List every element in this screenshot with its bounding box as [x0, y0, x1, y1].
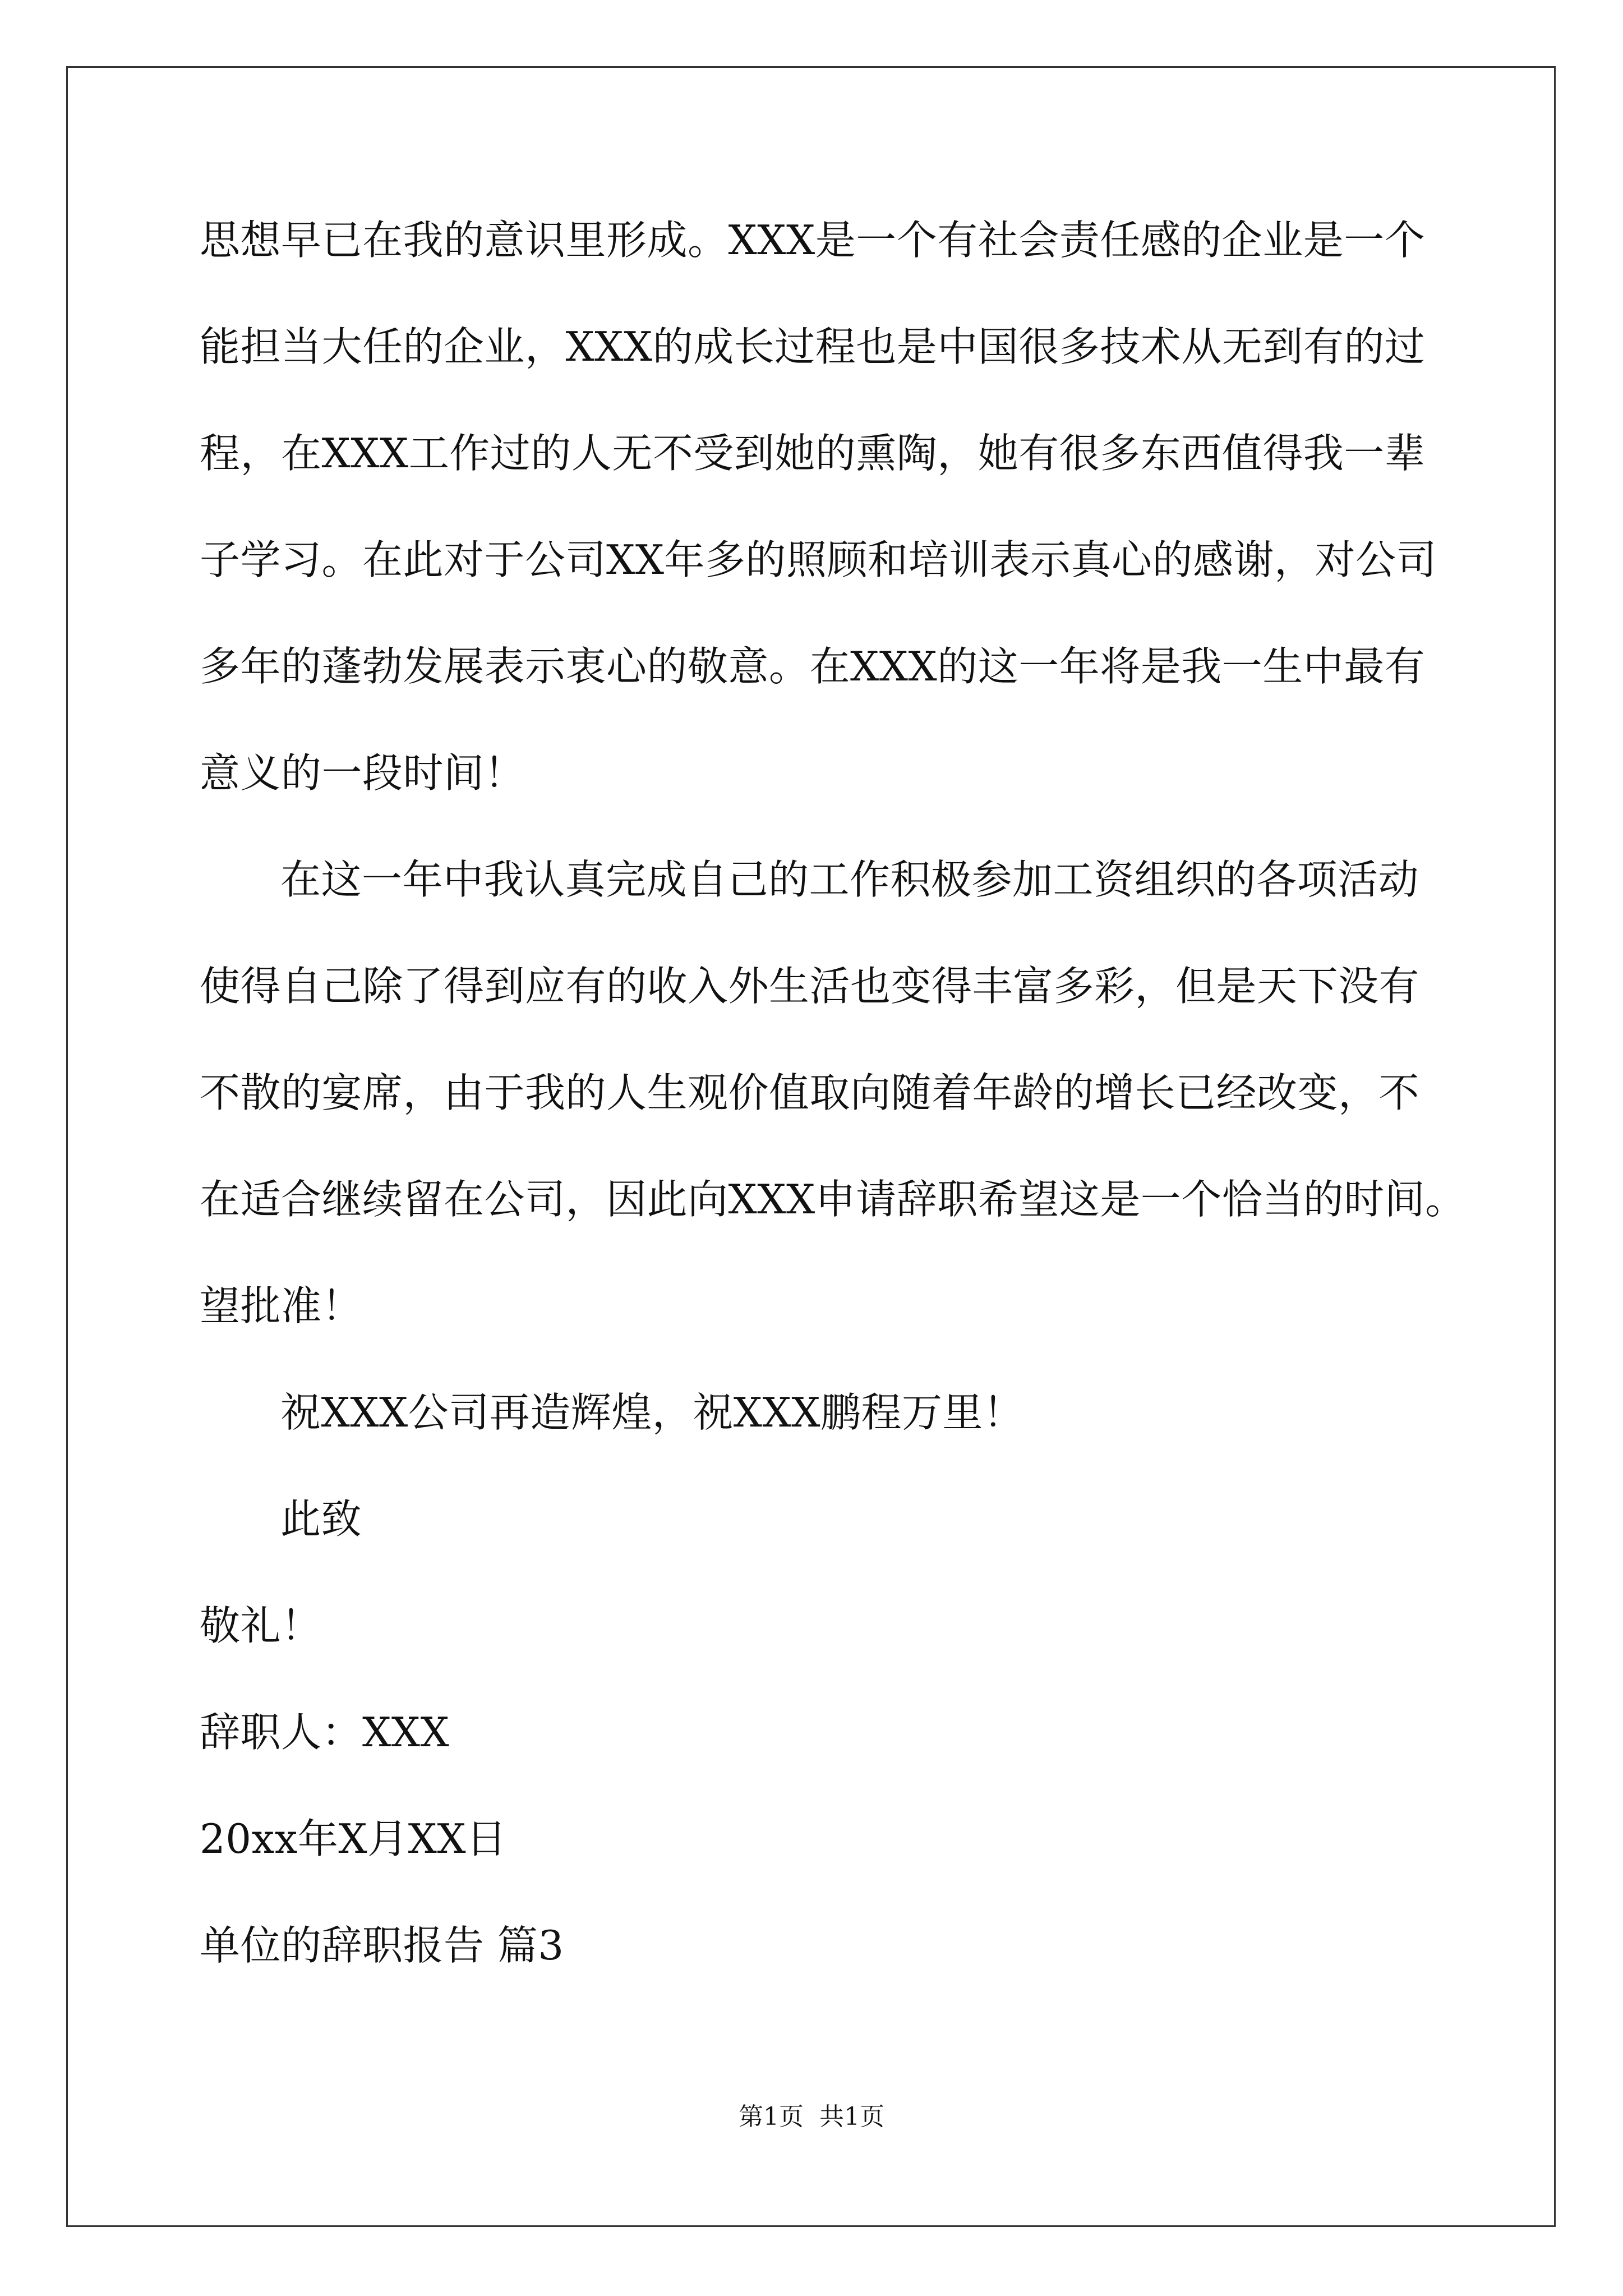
text-line: 望批准！	[200, 1282, 363, 1329]
text-line: 能担当大任的企业，XXX的成长过程也是中国很多技术从无到有的过	[200, 323, 1426, 370]
text-line: 思想早已在我的意识里形成。XXX是一个有社会责任感的企业是一个	[200, 217, 1426, 264]
text-line: 子学习。在此对于公司XX年多的照顾和培训表示真心的感谢，对公司	[200, 536, 1437, 583]
paragraph-start-line: 在这一年中我认真完成自己的工作积极参加工资组织的各项活动	[280, 856, 1419, 903]
page-border	[66, 66, 1556, 2227]
date-line: 20xx年X月XX日	[200, 1815, 507, 1862]
text-line: 不散的宴席，由于我的人生观价值取向随着年龄的增长已经改变，不	[200, 1069, 1420, 1116]
text-line: 意义的一段时间！	[200, 749, 525, 797]
section-heading: 单位的辞职报告 篇3	[200, 1922, 564, 1969]
text-line: 程，在XXX工作过的人无不受到她的熏陶，她有很多东西值得我一辈	[200, 430, 1426, 477]
page-footer: 第1页 共1页	[739, 2102, 884, 2131]
salutation-regards: 敬礼！	[200, 1602, 322, 1649]
text-line: 使得自己除了得到应有的收入外生活也变得丰富多彩，但是天下没有	[200, 963, 1420, 1010]
closing-wish: 祝XXX公司再造辉煌，祝XXX鹏程万里！	[280, 1389, 1024, 1436]
salutation-close: 此致	[280, 1496, 362, 1543]
signature-line: 辞职人：XXX	[200, 1709, 450, 1756]
text-line: 在适合继续留在公司，因此向XXX申请辞职希望这是一个恰当的时间。	[200, 1176, 1466, 1223]
text-line: 多年的蓬勃发展表示衷心的敬意。在XXX的这一年将是我一生中最有	[200, 643, 1426, 690]
